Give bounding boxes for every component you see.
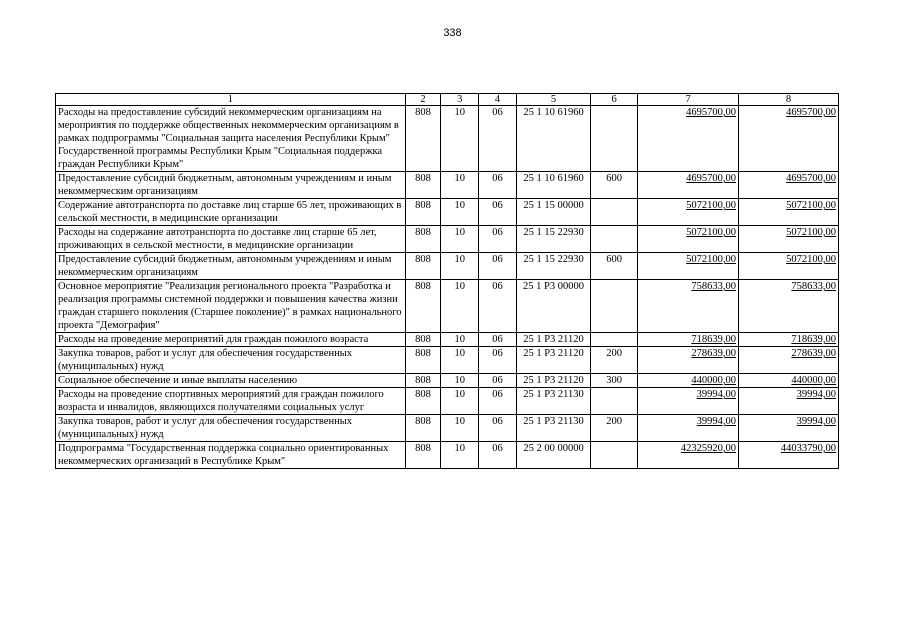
amount-value: 718639,00	[691, 334, 737, 345]
amount-year-1-cell	[638, 106, 739, 172]
table-body	[56, 106, 839, 469]
expense-type-cell	[591, 280, 638, 333]
expense-name-cell: Расходы на проведение мероприятий для граждан пожилого возраста	[56, 333, 406, 347]
amount-value: 4695700,00	[786, 107, 836, 118]
subsection-code-cell: 06	[479, 199, 517, 226]
page-number: 338	[443, 27, 462, 39]
ministry-code-cell: 808	[405, 199, 441, 226]
expense-type-cell	[591, 226, 638, 253]
amount-value: 440000,00	[691, 375, 737, 386]
section-code-cell: 10	[441, 199, 479, 226]
amount-value: 42325920,00	[680, 443, 737, 454]
amount-value: 758633,00	[691, 281, 737, 292]
amount-year-2-cell	[739, 388, 839, 415]
ministry-code-cell: 808	[405, 388, 441, 415]
header-cell-4: 4	[479, 94, 517, 106]
section-code-cell: 10	[441, 374, 479, 388]
expense-name-cell: Предоставление субсидий бюджетным, автономным учреждениям и иным некоммерческим организациям	[56, 253, 406, 280]
section-code-cell: 10	[441, 172, 479, 199]
amount-value: 440000,00	[791, 375, 836, 386]
expense-type-cell	[591, 333, 638, 347]
amount-year-2-cell	[739, 172, 839, 199]
section-code-cell: 10	[441, 415, 479, 442]
target-article-cell: 25 1 P3 21130	[516, 388, 590, 415]
subsection-code-cell: 06	[479, 226, 517, 253]
target-article-cell: 25 1 P3 21120	[516, 374, 590, 388]
amount-year-1-cell	[638, 280, 739, 333]
ministry-code-cell: 808	[405, 333, 441, 347]
target-article-cell: 25 1 15 00000	[516, 199, 590, 226]
header-cell-2: 2	[405, 94, 441, 106]
amount-value: 5072100,00	[686, 254, 737, 265]
amount-year-1-cell	[638, 226, 739, 253]
amount-value: 5072100,00	[786, 200, 836, 211]
amount-year-2-cell	[739, 442, 839, 469]
amount-value: 5072100,00	[686, 227, 737, 238]
expense-type-cell: 200	[591, 415, 638, 442]
amount-year-1-cell	[638, 374, 739, 388]
amount-year-2-cell	[739, 106, 839, 172]
expense-name-cell: Закупка товаров, работ и услуг для обеспечения государственных (муниципальных) нужд	[56, 415, 406, 442]
ministry-code-cell: 808	[405, 374, 441, 388]
target-article-cell: 25 1 10 61960	[516, 106, 590, 172]
table-row	[56, 199, 839, 226]
expense-name-cell: Основное мероприятие "Реализация регионального проекта "Разработка и реализация программы системной поддержки и повышения качества жизни граждан старшего поколения (Старшее поколение)" в рамках национального проекта "Демография"	[56, 280, 406, 333]
amount-year-1-cell	[638, 442, 739, 469]
amount-year-2-cell	[739, 347, 839, 374]
header-cell-1: 1	[56, 94, 406, 106]
expense-type-cell: 300	[591, 374, 638, 388]
section-code-cell: 10	[441, 442, 479, 469]
subsection-code-cell: 06	[479, 374, 517, 388]
subsection-code-cell: 06	[479, 388, 517, 415]
expense-type-cell: 200	[591, 347, 638, 374]
section-code-cell: 10	[441, 388, 479, 415]
amount-value: 39994,00	[796, 416, 836, 427]
header-row	[56, 94, 839, 106]
target-article-cell: 25 2 00 00000	[516, 442, 590, 469]
ministry-code-cell: 808	[405, 253, 441, 280]
table-row	[56, 333, 839, 347]
target-article-cell: 25 1 P3 21120	[516, 333, 590, 347]
subsection-code-cell: 06	[479, 280, 517, 333]
ministry-code-cell: 808	[405, 280, 441, 333]
ministry-code-cell: 808	[405, 226, 441, 253]
amount-value: 39994,00	[696, 389, 737, 400]
expense-type-cell: 600	[591, 253, 638, 280]
table-row	[56, 415, 839, 442]
expense-name-cell: Закупка товаров, работ и услуг для обеспечения государственных (муниципальных) нужд	[56, 347, 406, 374]
target-article-cell: 25 1 P3 00000	[516, 280, 590, 333]
ministry-code-cell: 808	[405, 442, 441, 469]
amount-year-2-cell	[739, 415, 839, 442]
section-code-cell: 10	[441, 347, 479, 374]
amount-value: 4695700,00	[686, 173, 737, 184]
table-row	[56, 253, 839, 280]
table-row	[56, 347, 839, 374]
subsection-code-cell: 06	[479, 415, 517, 442]
amount-year-2-cell	[739, 226, 839, 253]
amount-year-2-cell	[739, 374, 839, 388]
subsection-code-cell: 06	[479, 442, 517, 469]
expense-name-cell: Подпрограмма "Государственная поддержка социально ориентированных некоммерческих организаций в Республике Крым"	[56, 442, 406, 469]
amount-value: 758633,00	[791, 281, 836, 292]
table-row	[56, 106, 839, 172]
amount-value: 278639,00	[691, 348, 737, 359]
table-row	[56, 172, 839, 199]
amount-year-1-cell	[638, 333, 739, 347]
amount-value: 4695700,00	[786, 173, 836, 184]
table-row	[56, 388, 839, 415]
budget-table	[55, 93, 839, 469]
expense-name-cell: Содержание автотранспорта по доставке лиц старше 65 лет, проживающих в сельской местности, в медицинские организации	[56, 199, 406, 226]
amount-value: 5072100,00	[786, 227, 836, 238]
amount-value: 278639,00	[791, 348, 836, 359]
ministry-code-cell: 808	[405, 347, 441, 374]
target-article-cell: 25 1 15 22930	[516, 253, 590, 280]
amount-year-2-cell	[739, 253, 839, 280]
amount-value: 39994,00	[696, 416, 737, 427]
amount-year-1-cell	[638, 253, 739, 280]
header-cell-6: 6	[591, 94, 638, 106]
subsection-code-cell: 06	[479, 347, 517, 374]
amount-value: 4695700,00	[686, 107, 737, 118]
expense-name-cell: Расходы на предоставление субсидий некоммерческим организациям на мероприятия по поддержке общественных некоммерческим организациям в рамках подпрограммы "Социальная защита населения Республики Крым" Государственной программы Республики Крым "Социальная поддержка граждан Республики Крым"	[56, 106, 406, 172]
amount-year-2-cell	[739, 199, 839, 226]
ministry-code-cell: 808	[405, 172, 441, 199]
section-code-cell: 10	[441, 280, 479, 333]
section-code-cell: 10	[441, 106, 479, 172]
section-code-cell: 10	[441, 333, 479, 347]
amount-year-1-cell	[638, 172, 739, 199]
section-code-cell: 10	[441, 253, 479, 280]
expense-type-cell	[591, 442, 638, 469]
header-cell-8: 8	[739, 94, 839, 106]
ministry-code-cell: 808	[405, 415, 441, 442]
expense-name-cell: Расходы на проведение спортивных мероприятий для граждан пожилого возраста и инвалидов, являющихся получателями социальных услуг	[56, 388, 406, 415]
table-row	[56, 226, 839, 253]
amount-year-2-cell	[739, 280, 839, 333]
target-article-cell: 25 1 P3 21120	[516, 347, 590, 374]
expense-name-cell: Предоставление субсидий бюджетным, автономным учреждениям и иным некоммерческим организациям	[56, 172, 406, 199]
subsection-code-cell: 06	[479, 172, 517, 199]
amount-year-1-cell	[638, 199, 739, 226]
amount-year-2-cell	[739, 333, 839, 347]
header-cell-5: 5	[516, 94, 590, 106]
amount-value: 718639,00	[791, 334, 836, 345]
expense-name-cell: Социальное обеспечение и иные выплаты населению	[56, 374, 406, 388]
table-row	[56, 374, 839, 388]
amount-value: 5072100,00	[686, 200, 737, 211]
amount-year-1-cell	[638, 388, 739, 415]
table-header	[56, 94, 839, 106]
expense-type-cell	[591, 388, 638, 415]
header-cell-3: 3	[441, 94, 479, 106]
target-article-cell: 25 1 15 22930	[516, 226, 590, 253]
subsection-code-cell: 06	[479, 106, 517, 172]
ministry-code-cell: 808	[405, 106, 441, 172]
target-article-cell: 25 1 P3 21130	[516, 415, 590, 442]
amount-year-1-cell	[638, 347, 739, 374]
table-row	[56, 280, 839, 333]
expense-type-cell	[591, 106, 638, 172]
amount-value: 44033790,00	[780, 443, 836, 454]
subsection-code-cell: 06	[479, 253, 517, 280]
table-row	[56, 442, 839, 469]
target-article-cell: 25 1 10 61960	[516, 172, 590, 199]
header-cell-7: 7	[638, 94, 739, 106]
amount-value: 39994,00	[796, 389, 836, 400]
subsection-code-cell: 06	[479, 333, 517, 347]
expense-type-cell	[591, 199, 638, 226]
section-code-cell: 10	[441, 226, 479, 253]
amount-value: 5072100,00	[786, 254, 836, 265]
expense-type-cell: 600	[591, 172, 638, 199]
expense-name-cell: Расходы на содержание автотранспорта по доставке лиц старше 65 лет, проживающих в сельской местности, в медицинские организации	[56, 226, 406, 253]
amount-year-1-cell	[638, 415, 739, 442]
